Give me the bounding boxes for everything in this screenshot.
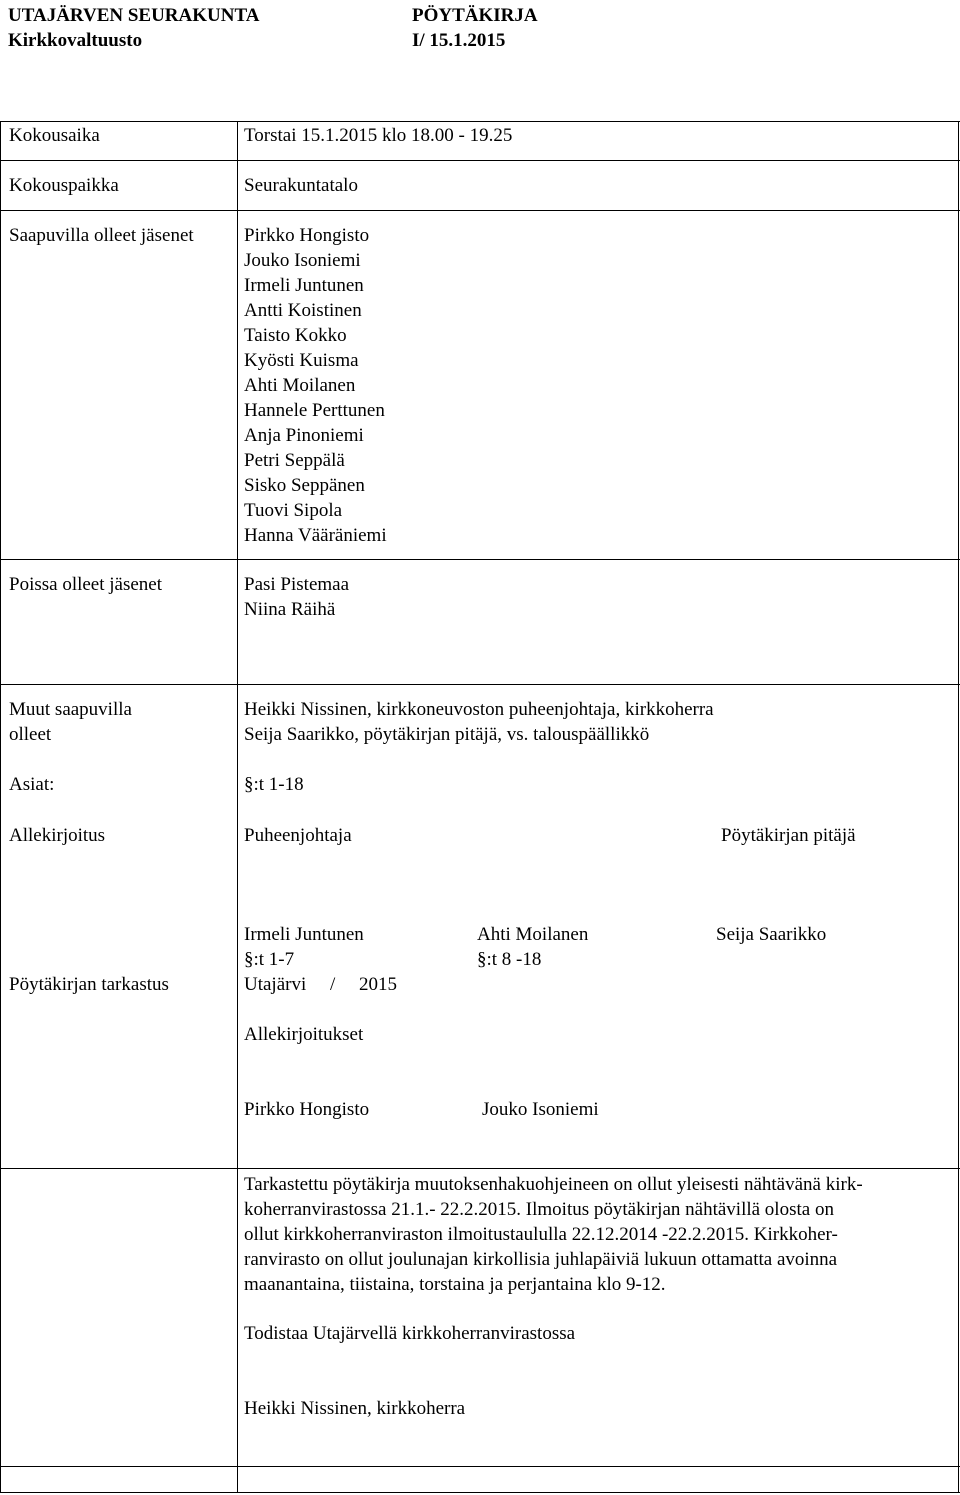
present-members-list [244, 223, 387, 548]
attestation-signer: Heikki Nissinen, kirkkoherra [244, 1398, 466, 1419]
meeting-place-label: Kokouspaikka [9, 175, 119, 196]
list-item: Niina Räihä [244, 599, 336, 620]
others-present-list [244, 697, 714, 747]
notice-line: ranvirasto on ollut joulunajan kirkollisia juhlapäiviä lukuun ottamatta avoinna [244, 1249, 838, 1270]
list-item: Antti Koistinen [244, 300, 362, 321]
attestation-text: Todistaa Utajärvellä kirkkoherranvirastossa [244, 1323, 576, 1344]
list-item: Irmeli Juntunen [244, 275, 364, 296]
meeting-time-label: Kokousaika [9, 125, 100, 146]
notice-line: Tarkastettu pöytäkirja muutoksenhakuohjeineen on ollut yleisesti nähtävänä kirk- [244, 1174, 863, 1195]
absent-members-list [244, 572, 349, 622]
present-members-label: Saapuvilla olleet jäsenet [9, 225, 194, 246]
meeting-time-value: Torstai 15.1.2015 klo 18.00 - 19.25 [244, 125, 513, 146]
items-label: Asiat: [9, 774, 55, 795]
absent-members-label: Poissa olleet jäsenet [9, 574, 163, 595]
row-divider-3 [0, 559, 960, 560]
chair1-name: Irmeli Juntunen [244, 924, 364, 945]
list-item: Pirkko Hongisto [244, 225, 370, 246]
reviewer1-name: Pirkko Hongisto [244, 1099, 370, 1120]
list-item: Tuovi Sipola [244, 500, 343, 521]
list-item: Taisto Kokko [244, 325, 347, 346]
row-divider-5 [0, 1168, 960, 1169]
row-divider-4 [0, 684, 960, 685]
row-divider-1 [0, 160, 960, 161]
public-notice-text [244, 1172, 949, 1297]
others-present-label-line2: olleet [9, 724, 52, 745]
list-item: Seija Saarikko, pöytäkirjan pitäjä, vs. talouspäällikkö [244, 724, 650, 745]
list-item: Sisko Seppänen [244, 475, 365, 496]
items-value: §:t 1-18 [244, 774, 304, 795]
chair2-range: §:t 8 -18 [477, 949, 542, 970]
signature-label: Allekirjoitus [9, 825, 106, 846]
chair2-name: Ahti Moilanen [477, 924, 589, 945]
list-item: Pasi Pistemaa [244, 574, 350, 595]
list-item: Anja Pinoniemi [244, 425, 364, 446]
list-item: Jouko Isoniemi [244, 250, 361, 271]
document-type: PÖYTÄKIRJA [412, 5, 538, 26]
table-border-bottom [0, 1492, 960, 1493]
table-border-top [0, 121, 960, 122]
table-border-left [0, 121, 1, 1493]
list-item: Petri Seppälä [244, 450, 345, 471]
row-divider-6 [0, 1466, 960, 1467]
row-divider-2 [0, 210, 960, 211]
notice-line: koherranvirastossa 21.1.- 22.2.2015. Ilmoitus pöytäkirjan nähtävillä olosta on [244, 1199, 834, 1220]
column-divider [237, 121, 238, 1493]
reviewer2-name: Jouko Isoniemi [482, 1099, 599, 1120]
others-present-label-line1: Muut saapuvilla [9, 699, 132, 720]
review-place-date: Utajärvi / 2015 [244, 974, 398, 995]
document-number: I/ 15.1.2015 [412, 30, 506, 51]
secretary-name: Seija Saarikko [716, 924, 827, 945]
list-item: Hannele Perttunen [244, 400, 385, 421]
secretary-title: Pöytäkirjan pitäjä [721, 825, 856, 846]
notice-line: ollut kirkkoherranviraston ilmoitustaululla 22.12.2014 -22.2.2015. Kirkkoher- [244, 1224, 838, 1245]
list-item: Hanna Vääräniemi [244, 525, 387, 546]
list-item: Heikki Nissinen, kirkkoneuvoston puheenjohtaja, kirkkoherra [244, 699, 714, 720]
chair1-range: §:t 1-7 [244, 949, 295, 970]
notice-line: maanantaina, tiistaina, torstaina ja perjantaina klo 9-12. [244, 1274, 666, 1295]
list-item: Kyösti Kuisma [244, 350, 359, 371]
governing-body: Kirkkovaltuusto [8, 30, 143, 51]
meeting-place-value: Seurakuntatalo [244, 175, 358, 196]
table-border-right [958, 121, 959, 1493]
chair-title: Puheenjohtaja [244, 825, 352, 846]
org-name: UTAJÄRVEN SEURAKUNTA [8, 5, 260, 26]
list-item: Ahti Moilanen [244, 375, 356, 396]
review-label: Pöytäkirjan tarkastus [9, 974, 169, 995]
review-signatures-label: Allekirjoitukset [244, 1024, 364, 1045]
